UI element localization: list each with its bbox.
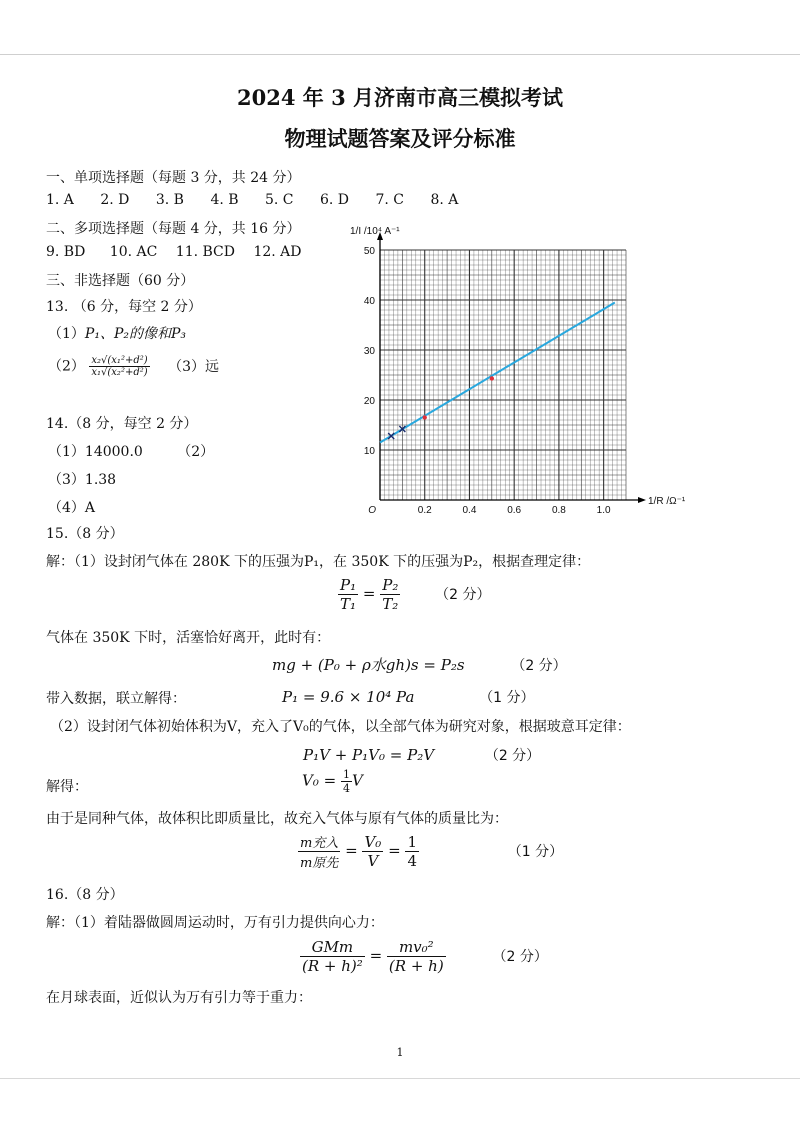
x-axis-label: 1/R /Ω⁻¹: [648, 496, 686, 507]
answer: 4. B: [210, 192, 239, 208]
y-tick-label: 30: [363, 346, 375, 357]
fraction: [338, 576, 358, 613]
equation-boyle-text: P₁V + P₁V₀ = P₂V: [303, 746, 435, 764]
fraction: [298, 832, 340, 871]
page-title: 2024 年 3 月济南市高三模拟考试: [237, 85, 563, 110]
score-label: （1 分）: [479, 690, 535, 706]
numerator: mv₀²: [387, 938, 446, 957]
numerator: P₁: [340, 576, 357, 594]
data-point-dot: [490, 376, 494, 380]
q14-heading: 14.（8 分，每空 2 分）: [46, 416, 198, 432]
q16-outro: 在月球表面，近似认为万有引力等于重力：: [46, 990, 312, 1006]
fraction: [405, 833, 419, 870]
x-tick-label: 1.0: [596, 505, 611, 516]
x-tick-label: 0.4: [462, 505, 477, 516]
q15-heading: 15.（8 分）: [46, 526, 124, 542]
equation-balance: [272, 654, 567, 675]
page-subtitle: 物理试题答案及评分标准: [284, 126, 516, 151]
bottom-divider: [0, 1078, 800, 1079]
score-label: （2 分）: [492, 948, 548, 965]
answer: 5. C: [265, 192, 294, 208]
q13-a2-prefix: （2）: [48, 358, 85, 375]
graph-chart: [340, 222, 686, 522]
answer: 3. B: [155, 192, 184, 208]
q15-intro: 解：（1）设封闭气体在 280K 下的压强为P₁，在 350K 下的压强为P₂，根据查理定律：: [46, 554, 591, 570]
equation-v0-right: V: [351, 771, 363, 790]
q13-a1-text: P₁、P₂的像和P₃: [84, 326, 187, 342]
numerator: GMm: [300, 938, 365, 957]
equation-charles-law: $\frac{\text{P₁}}{\text{T₁}}$ = $\frac{\text{P₂}}{\text{T₂}}$ （2 分）: [340, 576, 491, 613]
section1-answers: [46, 192, 458, 208]
denominator: (R + h): [388, 957, 444, 975]
equation-result-p1: [282, 687, 535, 707]
q14-a2: （2）: [177, 444, 215, 460]
denominator: V: [367, 852, 379, 870]
equation-gravity: $\frac{\text{GMm}}{\text{(R + h)²}}$ = $\frac{\text{mv₀²}}{(R + h)}$ （2 分）: [302, 938, 548, 975]
answer: 12. AD: [253, 244, 302, 260]
section2-heading: 二、多项选择题（每题 4 分，共 16 分）: [46, 221, 301, 237]
q15-ratio-text: 由于是同种气体，故体积比即质量比，故充入气体与原有气体的质量比为：: [46, 811, 508, 827]
q13-a2-fraction: [89, 355, 149, 378]
q15-part2: （2）设封闭气体初始体积为V，充入了V₀的气体，以全部气体为研究对象，根据玻意耳定律：: [50, 719, 631, 735]
section1-heading: 一、单项选择题（每题 3 分，共 24 分）: [46, 170, 301, 186]
x-tick-label: 0.8: [551, 505, 566, 516]
fraction: [362, 833, 383, 870]
denominator: 4: [342, 782, 350, 795]
y-tick-label: 10: [363, 446, 375, 457]
fraction: [300, 938, 365, 975]
denominator: T₂: [382, 595, 399, 613]
q14-a1: （1）14000.0: [48, 444, 143, 460]
equation-v0-left: V₀ =: [302, 771, 337, 790]
y-axis-label: 1/I /10⁴ A⁻¹: [350, 226, 400, 237]
q15-solve: 解得：: [46, 779, 88, 795]
q15-line2: 气体在 350K 下时，活塞恰好离开，此时有：: [46, 630, 331, 646]
answer: 1. A: [46, 192, 74, 208]
score-label: （2 分）: [484, 748, 541, 764]
section2-answers: [46, 244, 302, 260]
score-label: （2 分）: [435, 586, 491, 603]
q13-a2-denominator: x₁√(x₂²+d²): [91, 367, 148, 378]
q14-answer-1: [48, 441, 214, 461]
fraction: [387, 938, 446, 975]
x-tick-label: 0.2: [417, 505, 432, 516]
equation-balance-text: mg + (P₀ + ρ水gh)s = P₂s: [272, 656, 465, 674]
q14-answer-3: （3）1.38: [48, 472, 117, 488]
q13-a1-prefix: （1）: [48, 326, 85, 342]
q16-intro: 解：（1）着陆器做圆周运动时，万有引力提供向心力：: [46, 915, 384, 931]
answer: 9. BD: [46, 244, 86, 260]
answer: 2. D: [100, 192, 130, 208]
numerator: 1: [407, 833, 418, 851]
denominator: m原先: [300, 856, 339, 871]
top-divider: [0, 54, 800, 55]
score-label: （1 分）: [507, 843, 564, 860]
answer: 8. A: [430, 192, 459, 208]
score-label: （2 分）: [511, 658, 567, 674]
denominator: T₁: [340, 595, 357, 613]
x-tick-label: 0.6: [507, 505, 522, 516]
section3-heading: 三、非选择题（60 分）: [46, 273, 195, 289]
q14-answer-4: （4）A: [48, 500, 96, 516]
y-tick-label: 50: [363, 246, 375, 257]
answer: 7. C: [375, 192, 405, 208]
equation-result-text: P₁ = 9.6 × 10⁴ Pa: [282, 688, 415, 706]
fit-line: [380, 303, 615, 443]
numerator: V₀: [364, 833, 382, 851]
answer: 6. D: [319, 192, 350, 208]
q13-a2-numerator: x₂√(x₁²+d²): [91, 355, 148, 366]
numerator: m充入: [298, 832, 340, 852]
page-number: 1: [396, 1046, 404, 1059]
q15-line3: 带入数据，联立解得：: [46, 691, 186, 707]
y-tick-label: 20: [363, 396, 375, 407]
x-axis-arrow: [638, 497, 646, 503]
q13-heading: 13. （6 分，每空 2 分）: [46, 299, 202, 315]
answer: 11. BCD: [175, 244, 235, 260]
fraction: [380, 576, 400, 613]
denominator: (R + h)²: [302, 957, 363, 975]
data-point-dot: [423, 415, 427, 419]
answer: 10. AC: [109, 244, 158, 260]
q13-answer-3: （3）远: [168, 358, 220, 375]
numerator: P₂: [382, 576, 399, 594]
equation-mass-ratio: $\frac{\text{m充入}}{\text{m原先}}$ = $\frac{\text{V₀}}{V}$ = $\frac{1}{4}$ （1 分）: [300, 833, 564, 871]
denominator: 4: [407, 852, 418, 870]
numerator: 1: [342, 768, 350, 781]
origin-label: O: [368, 505, 376, 516]
q16-heading: 16.（8 分）: [46, 887, 124, 903]
q13-answer-2: [48, 355, 219, 378]
equation-boyle-law: [303, 745, 540, 765]
q13-answer-1: [48, 323, 186, 343]
fraction: [341, 768, 352, 795]
y-tick-label: 40: [363, 296, 375, 307]
equation-v0: [302, 768, 363, 795]
